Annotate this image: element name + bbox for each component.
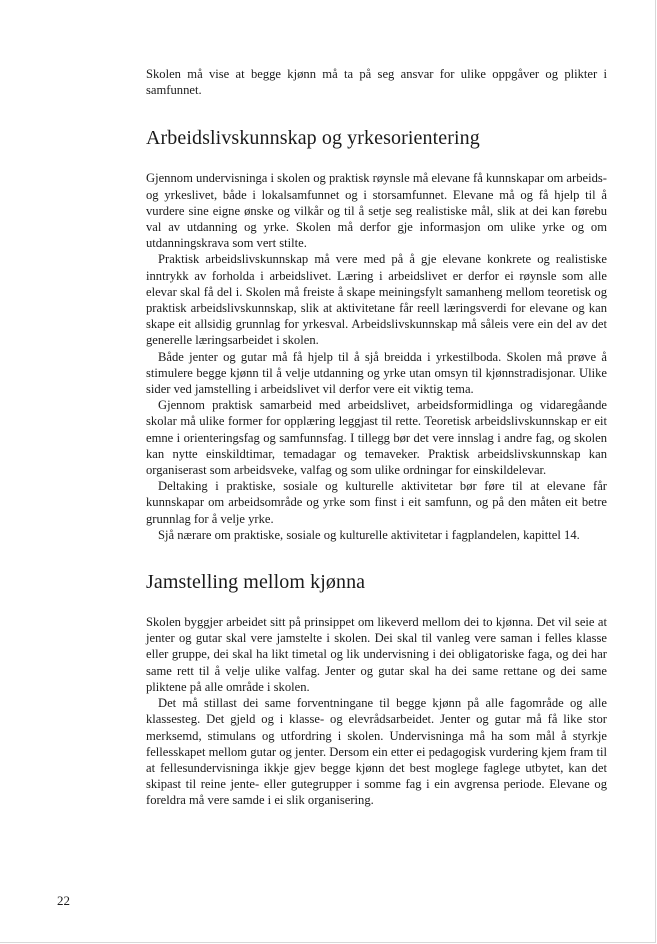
section-heading-jamstelling: Jamstelling mellom kjønna [146, 571, 366, 594]
paragraph: Gjennom praktisk samarbeid med arbeidslivet, arbeidsformidlinga og vidaregåande skolar må ulike former for opplæring leggjast til rette. Teoretisk arbeidslivskunnskap er eit emne i orienteringsfag og samfunnsfag. I tillegg bør det vere innslag i andre fag, og skolen kan nytte einskildtimar, temadagar og temaveker. Praktisk arbeidslivskunnskap kan organiserast som arbeidsveke, valfag og som ulike ordningar for einskildelevar. [146, 398, 607, 478]
paragraph: Deltaking i praktiske, sosiale og kulturelle aktivitetar bør føre til at elevane får kunnskapar om arbeidsområde og yrke som finst i eit samfunn, og på den måten eit betre grunnlag for å velje yrke. [146, 479, 607, 526]
paragraph: Det må stillast dei same forventningane til begge kjønn på alle fagområde og alle klassesteg. Det gjeld og i klasse- og elevrådsarbeidet. Jenter og gutar må få like stor merksemd, stimulans og utfordring i skolen. Undervisninga må ha som mål å styrkje fellesskapet mellom gutar og jenter. Dersom ein etter ei pedagogisk vurdering kjem fram til at fellesundervisninga ikkje gjev begge kjønn det best moglege faglege utbytet, kan det skipast til reine jente- eller gutegrupper i somme fag i ein avgrensa periode. Elevane og foreldra må vere samde i ei slik organisering. [146, 696, 607, 808]
section-body-arbeidslivskunnskap [146, 170, 607, 543]
paragraph: Sjå nærare om praktiske, sosiale og kulturelle aktivitetar i fagplandelen, kapittel 14. [158, 527, 580, 542]
paragraph: Skolen byggjer arbeidet sitt på prinsippet om likeverd mellom dei to kjønna. Det vil seie at jenter og gutar skal vere jamstelte i skolen. Dei skal til vanleg vere saman i felles klasse eller gruppe, dei skal ha likt timetal og lik undervisning i dei obligatoriske faga, og dei har same rett til å velje ulike valfag. Jenter og gutar skal ha dei same rettane og dei same pliktene på alle område i skolen. [146, 615, 607, 694]
intro-paragraph: Skolen må vise at begge kjønn må ta på seg ansvar for ulike oppgåver og plikter i samfunnet. [146, 67, 607, 98]
paragraph: Praktisk arbeidslivskunnskap må vere med på å gje elevane konkrete og realistiske inntrykk av forholda i arbeidslivet. Læring i arbeidslivet er derfor ei røynsle som alle elevar skal få del i. Skolen må freiste å skape meiningsfylt samanheng mellom teoretisk og praktisk arbeidslivskunnskap, slik at aktivitetane får reell læringsverdi for elevane og kan skape eit allsidig grunnlag for yrkesval. Arbeidslivskunnskap må såleis vere ein del av det generelle læringsarbeidet i skolen. [146, 252, 607, 348]
page-content [146, 66, 607, 809]
paragraph: Både jenter og gutar må få hjelp til å sjå breidda i yrkestilboda. Skolen må prøve å stimulere begge kjønn til å velje utdanning og yrke utan omsyn til kjønnstradisjonar. Ulike sider ved jamstelling i arbeidslivet vil derfor vere eit viktig tema. [146, 349, 607, 397]
section-heading-arbeidslivskunnskap: Arbeidslivskunnskap og yrkesorientering [146, 127, 480, 150]
page-number: 22 [57, 893, 70, 908]
section-body-jamstelling [146, 614, 607, 808]
paragraph: Gjennom undervisninga i skolen og praktisk røynsle må elevane få kunnskapar om arbeids- og yrkeslivet, både i lokalsamfunnet og i storsamfunnet. Elevane må og få hjelp til å vurdere sine eigne ønske og vilkår og til å setje seg realistiske mål, slik at dei kan førebu val av utdanning og yrke. Skolen må derfor gje informasjon om ulike yrke og om utdanningskrava som vert stilte. [146, 171, 607, 251]
